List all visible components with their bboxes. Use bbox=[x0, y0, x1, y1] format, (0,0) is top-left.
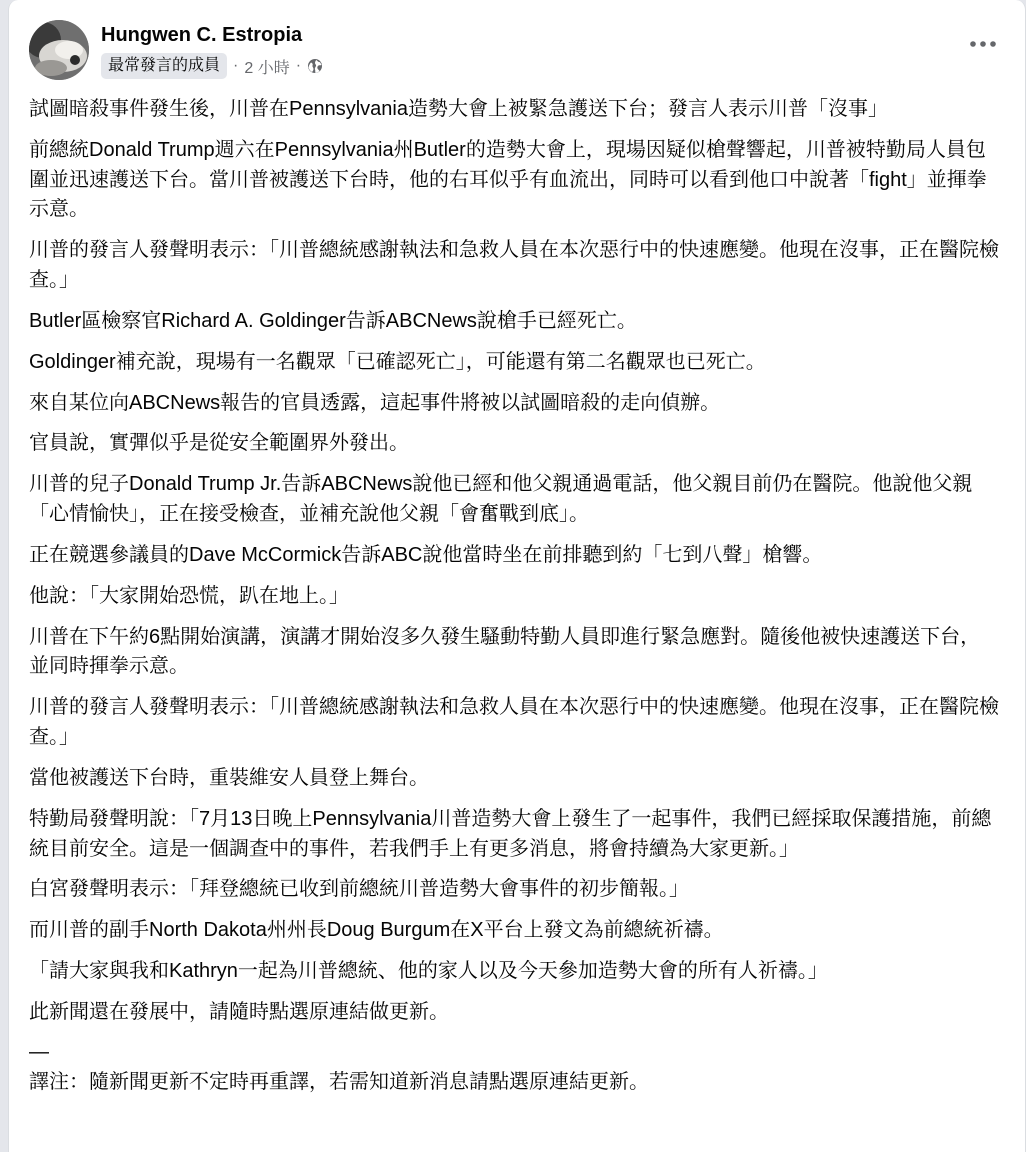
meta-separator-2: · bbox=[295, 57, 302, 74]
post-paragraph: 官員說，實彈似乎是從安全範圍界外發出。 bbox=[29, 432, 409, 455]
post-paragraph: 試圖暗殺事件發生後，川普在Pennsylvania造勢大會上被緊急護送下台；發言人表示川普「沒事」 bbox=[29, 98, 888, 120]
post-time[interactable]: 2 小時 bbox=[244, 59, 290, 77]
post-paragraph: 川普的發言人發聲明表示：「川普總統感謝執法和急救人員在本次惡行中的快速應變。他現在沒事，正在醫院檢查。」 bbox=[29, 696, 999, 749]
post-paragraph: 而川普的副手North Dakota州州長Doug Burgum在X平台上發文為前總統祈禱。 bbox=[29, 919, 724, 942]
post-body bbox=[29, 95, 999, 1109]
post-paragraph: 白宮發聲明表示：「拜登總統已收到前總統川普造勢大會事件的初步簡報。」 bbox=[29, 878, 689, 901]
post-paragraph: 川普的發言人發聲明表示：「川普總統感謝執法和急救人員在本次惡行中的快速應變。他現在沒事，正在醫院檢查。」 bbox=[29, 239, 999, 291]
post-paragraph: 前總統Donald Trump週六在Pennsylvania州Butler的造勢大會上，現場因疑似槍聲響起，川普被特勤局人員包圍並迅速護送下台。當川普被護送下台時，他的右耳似乎有血流出，同時可以看到他口中說著「fight」並揮拳示意。 bbox=[29, 138, 987, 221]
post-paragraph: 此新聞還在發展中，請隨時點選原連結做更新。 bbox=[29, 1001, 449, 1024]
translator-note: 譯注：隨新聞更新不定時再重譯，若需知道新消息請點選原連結更新。 bbox=[29, 1070, 649, 1093]
top-contributor-badge[interactable]: 最常發言的成員 bbox=[101, 53, 227, 79]
post-paragraph: 他說：「大家開始恐慌，趴在地上。」 bbox=[29, 584, 349, 607]
globe-icon[interactable] bbox=[307, 58, 323, 74]
post-paragraph: 來自某位向ABCNews報告的官員透露，這起事件將被以試圖暗殺的走向偵辦。 bbox=[29, 391, 721, 414]
post-paragraph: 當他被護送下台時，重裝維安人員登上舞台。 bbox=[29, 766, 429, 789]
post-paragraph: 川普在下午約6點開始演講，演講才開始沒多久發生騷動特勤人員即進行緊急應對。隨後他被快速護送下台，並同時揮拳示意。 bbox=[29, 625, 981, 678]
avatar-image bbox=[29, 20, 89, 80]
post-card bbox=[8, 0, 1026, 1152]
meta-separator: · bbox=[233, 57, 239, 74]
post-paragraph: 正在競選參議員的Dave McCormick告訴ABC說他當時坐在前排聽到約「七到八聲」槍響。 bbox=[29, 543, 823, 566]
post-paragraph: Butler區檢察官Richard A. Goldinger告訴ABCNews說槍手已經死亡。 bbox=[29, 309, 637, 332]
more-options-icon[interactable] bbox=[969, 34, 997, 54]
post-paragraph: 川普的兒子Donald Trump Jr.告訴ABCNews說他已經和他父親通過電話，他父親目前仍在醫院。他說他父親「心情愉快」，正在接受檢查，並補充說他父親「會奮戰到底」。 bbox=[29, 473, 973, 526]
author-name[interactable]: Hungwen C. Estropia bbox=[101, 24, 303, 46]
post-meta bbox=[101, 52, 323, 80]
divider-dash: — bbox=[29, 1040, 49, 1063]
post-paragraph: 「請大家與我和Kathryn一起為川普總統、他的家人以及今天參加造勢大會的所有人祈禱。」 bbox=[29, 960, 828, 983]
post-paragraph: Goldinger補充說，現場有一名觀眾「已確認死亡」，可能還有第二名觀眾也已死亡。 bbox=[29, 350, 766, 373]
author-avatar[interactable] bbox=[29, 20, 89, 80]
post-paragraph: 特勤局發聲明說：「7月13日晚上Pennsylvania川普造勢大會上發生了一起事件，我們已經採取保護措施，前總統目前安全。這是一個調查中的事件，若我們手上有更多消息，將會持續為大家更新。」 bbox=[29, 807, 992, 860]
post-header bbox=[9, 0, 1025, 88]
